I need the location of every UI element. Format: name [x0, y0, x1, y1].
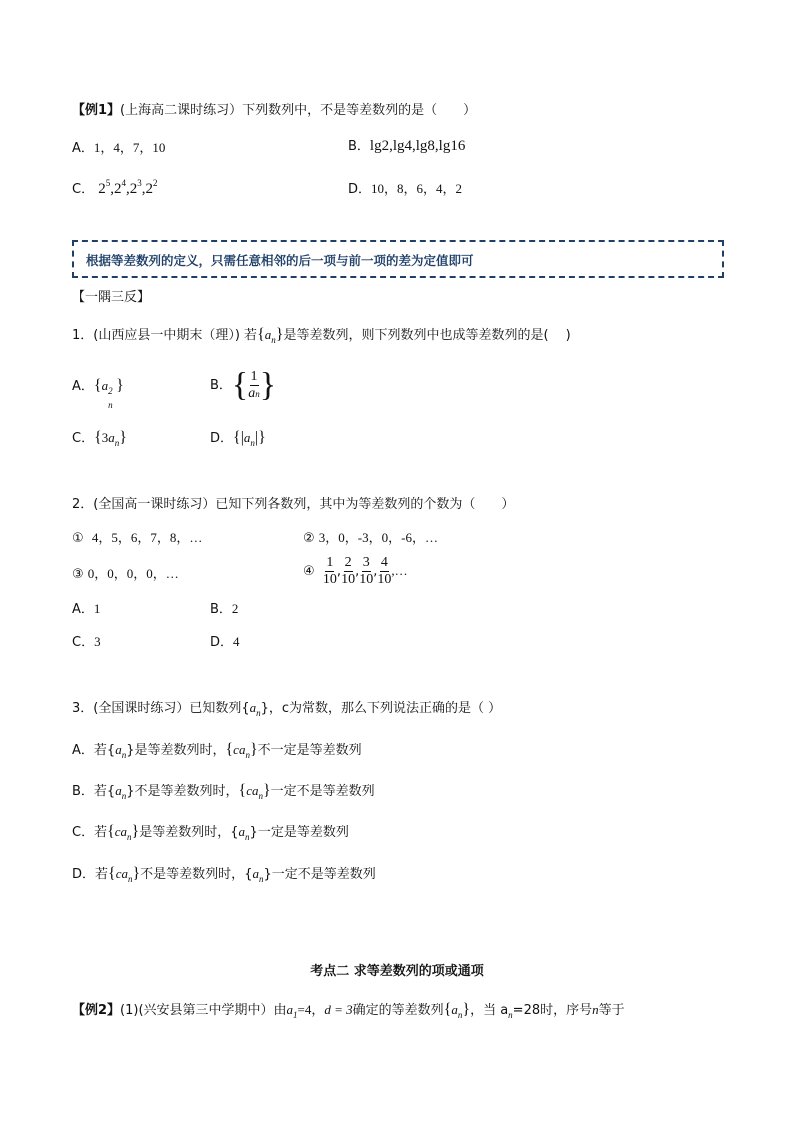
example2-question: 【例2】(1)(兴安县第三中学期中）由$a_1=4$，d = 3确定的等差数列$\{a_n\}$，当 $a_n=28$时，序号n等于: [72, 1001, 625, 1020]
example1-option-d: D．10，8，6，4，2: [348, 181, 463, 197]
section2-title: 考点二 求等差数列的项或通项: [310, 964, 484, 979]
q3-option-c: C．若$\{ca_n\}$是等差数列时，$\{a_n\}$一定是等差数列: [72, 823, 349, 842]
q3-option-d: D．若$\{ca_n\}$不是等差数列时，$\{a_n\}$一定不是等差数列: [72, 865, 376, 884]
section-label: 【一隅三反】: [72, 290, 151, 305]
q3-stem: 3．(全国课时练习）已知数列$\{a_n\}$，c为常数，那么下列说法正确的是（ ）: [72, 700, 502, 718]
q1-option-d: D．$\{|a_n|\}$: [210, 429, 266, 448]
fraction: $\frac{3}{10}$: [359, 555, 374, 587]
q2-option-b: B．2: [210, 601, 239, 617]
example1-question: [72, 101, 476, 121]
q2-option-d: D．4: [210, 634, 240, 650]
fraction: $\frac{1}{10}$: [322, 555, 337, 587]
q2-item-1: ① 4，5，6，7，8，…: [72, 530, 203, 546]
q1-option-b: B．{ $\frac{1}{an}$ }: [210, 366, 277, 404]
q1-stem: 1．(山西应县一中期末（理）) 若$\{a_n\}$是等差数列，则下列数列中也成等差数列的是( ): [72, 326, 571, 345]
q3-option-b: B．若$\{a_n\}$不是等差数列时，$\{ca_n\}$一定不是等差数列: [72, 782, 375, 801]
hint-text: 根据等差数列的定义，只需任意相邻的后一项与前一项的差为定值即可: [86, 253, 474, 268]
q2-item-2: ② 3，0，-3，0，-6，…: [303, 530, 438, 546]
example1-option-a: A．1，4，7，10: [72, 140, 166, 156]
example1-stem: (上海高二课时练习）下列数列中，不是等差数列的是（ ）: [120, 103, 477, 118]
example1-option-c: C． $2^5,2^4,2^3,2^2$: [72, 178, 158, 197]
example1-tag: 【例1】: [72, 103, 121, 118]
example1-option-b: B．lg2,lg4,lg8,lg16: [348, 138, 466, 154]
fraction: $\frac{2}{10}$: [341, 555, 356, 587]
q2-item-4: ④ $\frac{1}{10}$ , $\frac{2}{10}$ , $\frac{3}{10}$ , $\frac{4}{10}$ ,…: [303, 555, 408, 587]
q2-option-c: C．3: [72, 634, 101, 650]
q2-stem: 2．(全国高一课时练习）已知下列各数列，其中为等差数列的个数为（ ）: [72, 497, 515, 512]
q2-option-a: A．1: [72, 601, 101, 617]
q3-option-a: A．若$\{a_n\}$是等差数列时，$\{ca_n\}$不一定是等差数列: [72, 741, 362, 760]
hint-box: [72, 240, 724, 278]
q1-option-c: C．$\{3a_n\}$: [72, 429, 127, 448]
fraction: $\frac{4}{10}$: [377, 555, 392, 587]
q1-option-a: A．{a 2 n }: [72, 377, 124, 410]
q2-item-3: ③ 0，0，0，0，…: [72, 566, 179, 582]
